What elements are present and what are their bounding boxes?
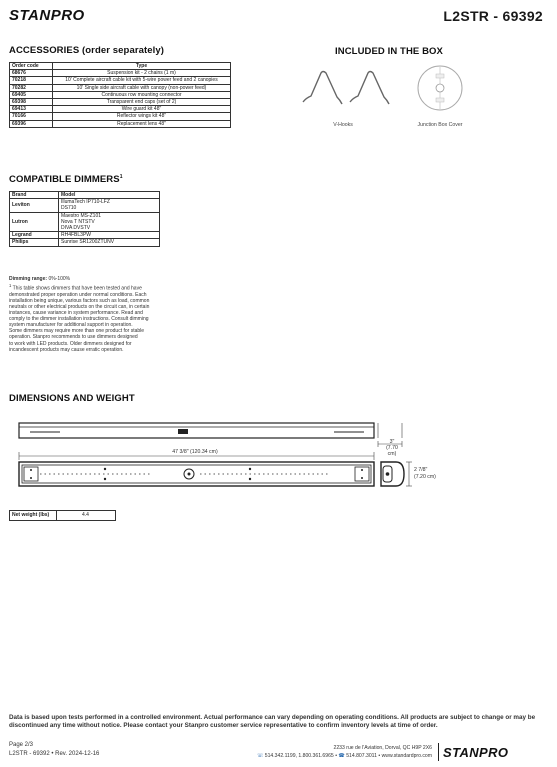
table-row (10, 212, 160, 232)
table-row (10, 511, 116, 521)
fixture-side-view (19, 423, 374, 438)
included-title: INCLUDED IN THE BOX (335, 46, 443, 57)
dimmer-brand: Philips (10, 239, 59, 246)
order-code: 69398 (10, 99, 53, 106)
footer-logo: STANPRO (443, 745, 509, 760)
order-code: 70166 (10, 113, 53, 120)
junction-box-cover-icon (418, 66, 462, 110)
dimmer-brand: Legrand (10, 232, 59, 239)
width-metric: (7.70 cm) (386, 445, 398, 457)
table-row (10, 106, 231, 113)
dimming-range-value: 0%-100% (48, 276, 71, 282)
company-address: 2233 rue de l'Aviation, Dorval, QC H9P 2X6 (333, 745, 432, 751)
dimmer-models (59, 212, 160, 232)
dimmers-title (9, 174, 123, 185)
order-code: 69405 (10, 91, 53, 98)
width-imperial: 3" (389, 439, 395, 445)
dimming-range (9, 276, 184, 282)
dimmer-footnote (9, 283, 184, 353)
footnote-line: This table shows dimmers that have been tested and have (12, 285, 142, 292)
dimmer-model: Nova T NTSTV (61, 218, 95, 225)
accessory-type: Wire guard kit 48" (53, 106, 231, 113)
table-row (10, 199, 160, 212)
stanpro-logo: STANPRO (9, 7, 85, 24)
dimmer-models (59, 239, 160, 246)
dimmer-models (59, 199, 160, 212)
accessory-type: Transparent end caps (set of 2) (53, 99, 231, 106)
dimmer-model: RH4FBL3PW (61, 232, 92, 239)
table-row (10, 91, 231, 98)
footnote-line: instances, cause variance in system performance. Read and (9, 310, 143, 317)
phone-numbers: 514.342.1199, 1.800.361.6965 (264, 753, 334, 759)
dimmers-table (9, 191, 160, 247)
order-code: 68676 (10, 70, 53, 77)
order-code: 70218 (10, 77, 53, 84)
accessory-type: 10' Single side aircraft cable with canopy (non-power feed) (53, 84, 231, 91)
fax-number: 514.807.3011 (346, 753, 377, 759)
document-revision: L2STR - 69392 • Rev. 2024-12-16 (9, 751, 100, 757)
footnote-marker: 1 (119, 174, 123, 180)
order-code: 70282 (10, 84, 53, 91)
footer-divider (438, 743, 439, 761)
column-header: Order code (10, 63, 53, 70)
dimmer-brand: Leviton (10, 199, 59, 212)
accessories-title: ACCESSORIES (order separately) (9, 45, 165, 56)
company-contact: ☏ 514.342.1199, 1.800.361.6965 • ☎ 514.807.3011 • www.standardpro.com (256, 753, 432, 759)
phone-icon: ☏ (256, 753, 264, 759)
height-metric: (7.20 cm) (414, 474, 436, 480)
disclaimer: Data is based upon tests performed in a controlled environment. Actual performance can vary depending on operating conditions. All products are subject to change or may be discontinued any time without notice. Please contact your Stanpro customer service representative to confirm inventory levels at time of order. (9, 714, 536, 729)
footnote-line: operation. Stanpro recommends to use dimmers designed (9, 334, 138, 341)
footnote-line: incandescent products may cause erratic operation. (9, 346, 124, 353)
dimmers-title-text: COMPATIBLE DIMMERS (9, 174, 120, 186)
accessory-type: Reflector wings kit 48" (53, 113, 231, 120)
dimensions-title: DIMENSIONS AND WEIGHT (9, 393, 135, 404)
table-row (10, 84, 231, 91)
footnote-line: system manufacturer for additional support in operation. (9, 322, 133, 329)
fixture-end-view (381, 462, 404, 486)
column-header: Brand (10, 192, 59, 199)
accessory-type: 10' Complete aircraft cable kit with 5-wire power feed and 2 canopies (53, 77, 231, 84)
v-hooks-label: V-Hooks (333, 122, 353, 128)
table-row (10, 77, 231, 84)
footnote-line: installation being unique, various factors such as load, common (9, 297, 150, 304)
footnote-line: Some dimmers may require more than one product for stable (9, 328, 145, 335)
table-row (10, 239, 160, 246)
net-weight-value: 4.4 (57, 511, 116, 521)
dimmer-model: DS710 (61, 205, 77, 212)
table-row (10, 120, 231, 127)
footnote-line: to work with LED products. Older dimmers designed for (9, 340, 132, 347)
fax-icon: ☎ (338, 753, 345, 759)
height-dimension-label (414, 467, 436, 481)
footnote-line: demonstrated proper operation under normal conditions. Each (9, 291, 147, 298)
net-weight-label: Net weight (lbs) (10, 511, 57, 521)
website-link[interactable]: www.standardpro.com (381, 753, 432, 759)
width-dimension-label (382, 439, 402, 457)
v-hooks-icon (303, 72, 389, 105)
footnote-marker: 1 (9, 283, 12, 288)
junction-box-cover-label: Junction Box Cover (417, 122, 463, 128)
product-code: L2STR - 69392 (443, 8, 543, 24)
column-header: Type (53, 63, 231, 70)
table-row (10, 70, 231, 77)
length-dimension-label: 47 3/8" (120.34 cm) (150, 449, 240, 455)
height-dimension (406, 462, 412, 486)
table-row (10, 232, 160, 239)
dimmer-model: DIVA DVSTV (61, 225, 91, 232)
net-weight-table (9, 510, 116, 521)
dimming-range-label: Dimming range: (9, 276, 48, 282)
column-header: Model (59, 192, 160, 199)
order-code: 69413 (10, 106, 53, 113)
footnote-line: neutrals or other electrical products on the circuit can, in certain (9, 303, 150, 310)
table-row (10, 113, 231, 120)
dimmer-model: Maestro MS-Z101 (61, 212, 102, 219)
accessory-type: Replacement lens 48" (53, 120, 231, 127)
dimmer-brand: Lutron (10, 212, 59, 232)
dimmer-model: IllumaTech IP710-LFZ (61, 199, 110, 206)
footnote-line: comply to the dimmer installation instructions. Consult dimming (9, 316, 149, 323)
page-number: Page 2/3 (9, 742, 34, 748)
accessory-type: Continuous row mounting connector (53, 91, 231, 98)
order-code: 69396 (10, 120, 53, 127)
height-imperial: 2 7/8" (414, 467, 428, 473)
dimmer-models (59, 232, 160, 239)
accessories-table (9, 62, 231, 128)
dimmer-model: Sunrise SR1200ZTUNV (61, 239, 115, 246)
footer-page-info (9, 741, 99, 759)
fixture-bottom-view (19, 462, 374, 486)
accessory-type: Suspension kit - 2 chains (1 m) (53, 70, 231, 77)
table-row (10, 99, 231, 106)
